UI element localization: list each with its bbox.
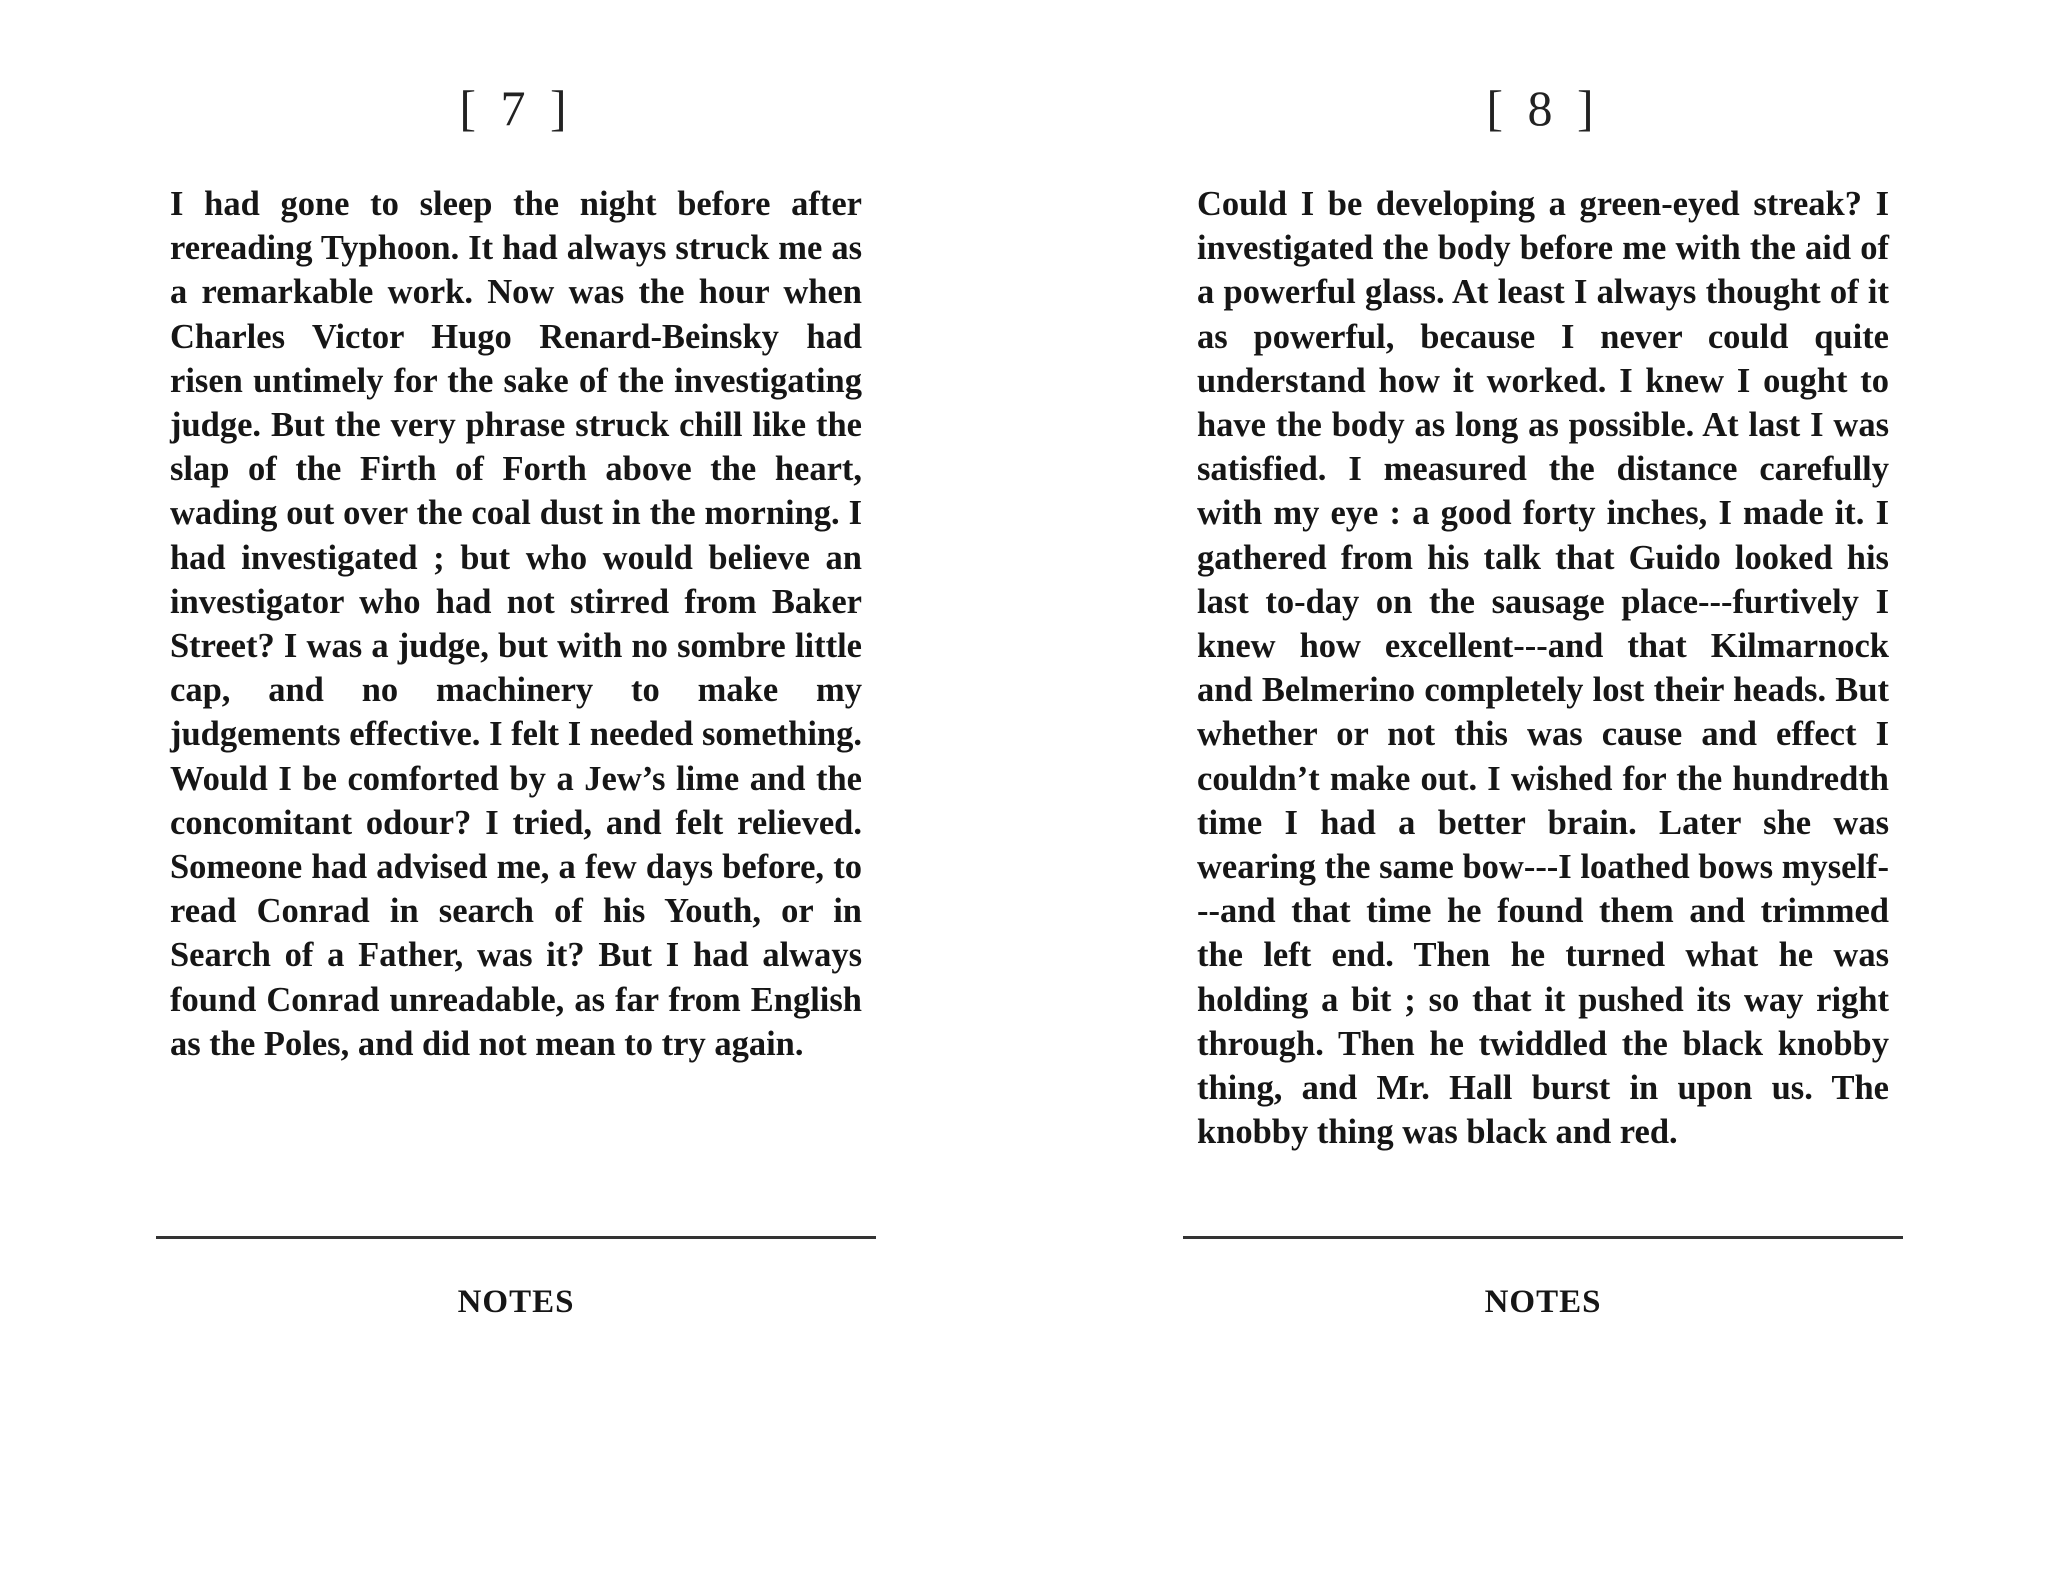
right-page bbox=[1183, 0, 1903, 1582]
body-text: I had gone to sleep the night before after rereading Typhoon. It had always struck me as a remarkable work. Now was the hour when Charles Victor Hugo Renard-Beinsky had risen untimely for the sake of the investigating judge. But the very phrase struck chill like the slap of the Firth of Forth above the heart, wading out over the coal dust in the morning. I had investigated ; but who would believe an investigator who had not stirred from Baker Street? I was a judge, but with no sombre little cap, and no machinery to make my judgements effective. I felt I needed something. Would I be comforted by a Jew’s lime and the concomitant odour? I tried, and felt relieved. Someone had advised me, a few days before, to read Conrad in search of his Youth, or in Search of a Father, was it? But I had always found Conrad unreadable, as far from English as the Poles, and did not mean to try again. bbox=[170, 185, 862, 1063]
page-number: [ 7 ] bbox=[459, 80, 573, 136]
page-number: [ 8 ] bbox=[1486, 80, 1600, 136]
notes-heading: NOTES bbox=[457, 1284, 575, 1320]
notes-heading: NOTES bbox=[1484, 1284, 1602, 1320]
body-text: Could I be developing a green-eyed streak? I investigated the body before me with the aid of a powerful glass. At least I always thought of it as powerful, because I never could quite understand how it worked. I knew I ought to have the body as long as possible. At last I was satisfied. I measured the distance carefully with my eye : a good forty inches, I made it. I gathered from his talk that Guido looked his last to-day on the sausage place---furtively I knew how excellent---and that Kilmarnock and Belmerino completely lost their heads. But whether or not this was cause and effect I couldn’t make out. I wished for the hundredth time I had a better brain. Later she was wearing the same bow---I loathed bows myself---and that time he found them and trimmed the left end. Then he turned what he was holding a bit ; so that it pushed its way right through. Then he twiddled the black knobby thing, and Mr. Hall burst in upon us. The knobby thing was black and red. bbox=[1197, 185, 1889, 1152]
notes-divider bbox=[156, 1236, 876, 1239]
left-page bbox=[156, 0, 876, 1582]
notes-divider bbox=[1183, 1236, 1903, 1239]
